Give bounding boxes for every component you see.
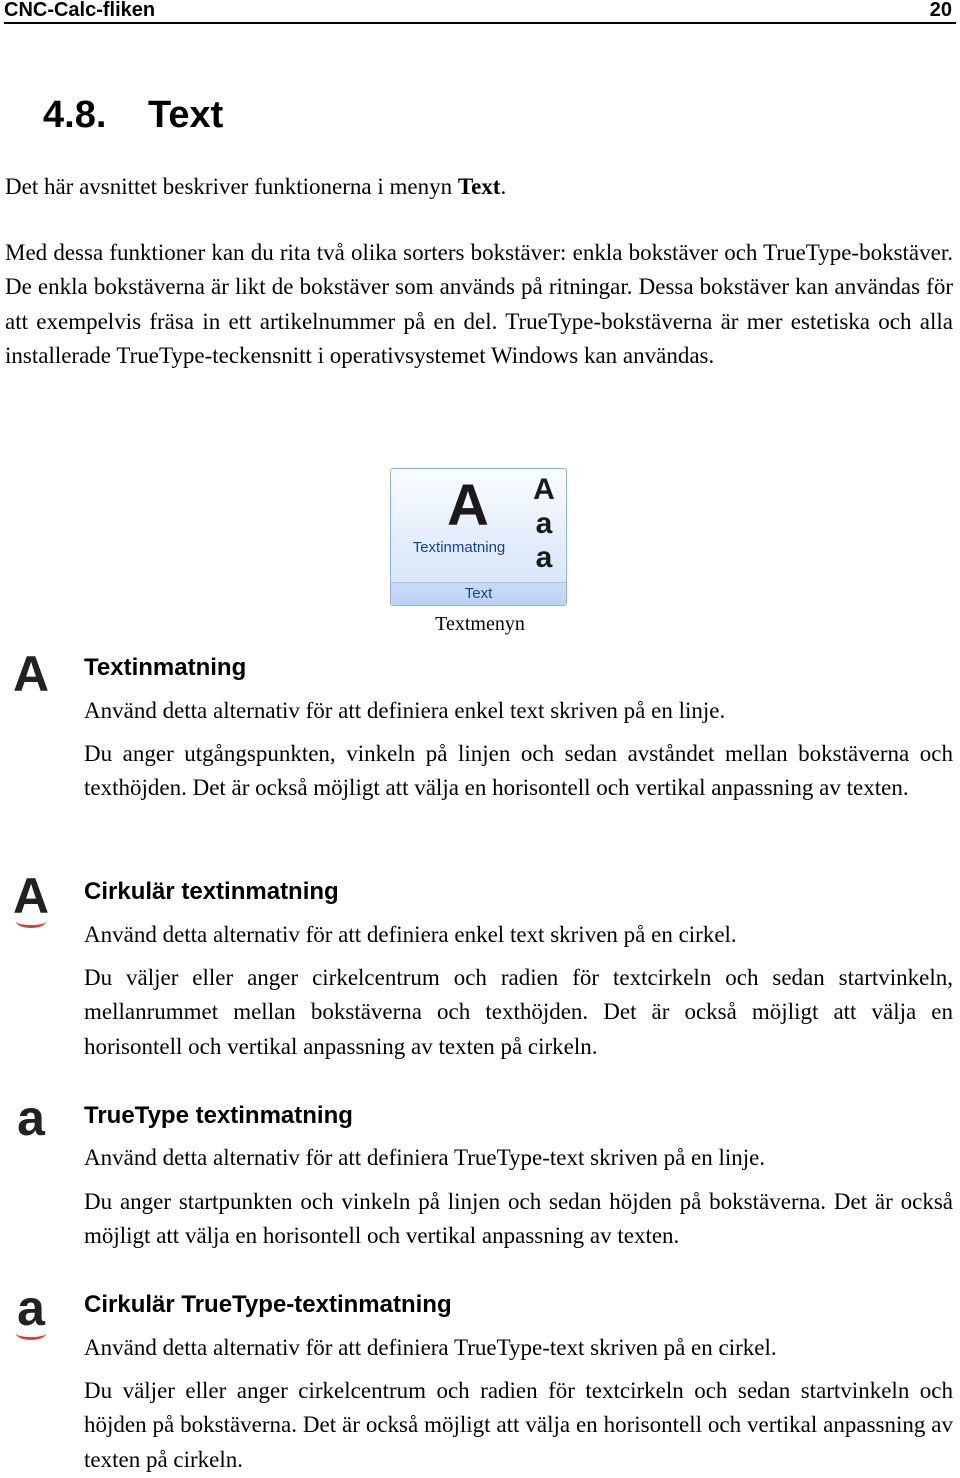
icon-glyph: A <box>12 646 50 702</box>
circle-arc-mark <box>16 915 46 928</box>
truetype-line-icon <box>8 1092 54 1144</box>
text-circle-icon <box>8 870 54 922</box>
entry-title-cirkular-truetype: Cirkulär TrueType-textinmatning <box>84 1291 452 1318</box>
ribbon-group-label: Text <box>391 582 566 605</box>
entry-4-paragraph-1: Använd detta alternativ för att definiera TrueType-text skriven på en cirkel. <box>84 1335 777 1360</box>
chapter-title: CNC-Calc-fliken <box>4 0 156 21</box>
entry-3-paragraph-2: Du anger startpunkten och vinkeln på linjen och sedan höjden på bokstäverna. Det är också möjligt att välja en horisontell och vertikal anpassning av texten. <box>84 1189 953 1249</box>
entry-title-textinmatning: Textinmatning <box>84 654 247 681</box>
figure-caption: Textmenyn <box>435 613 525 635</box>
entry-4-paragraph-2: Du väljer eller anger cirkelcentrum och radien för textcirkeln och sedan startvinkeln och höjden på bokstäverna. Det är också möjligt att välja en horisontell och vertikal anpassning av texten på cirkeln. <box>84 1378 953 1472</box>
icon-glyph: A <box>12 868 50 924</box>
intro-period: . <box>500 174 507 199</box>
page-header <box>4 0 956 24</box>
entry-1-paragraph-1: Använd detta alternativ för att definiera enkel text skriven på en linje. <box>84 698 726 723</box>
text-ribbon-group <box>390 468 567 606</box>
page-number: 20 <box>929 0 952 21</box>
ribbon-circular-truetype-button[interactable]: a <box>535 541 553 574</box>
menu-name: Text <box>457 174 501 199</box>
icon-glyph: a <box>17 1280 45 1336</box>
truetype-circle-icon <box>8 1282 54 1334</box>
entry-2-paragraph-2: Du väljer eller anger cirkelcentrum och radien för textcirkeln och sedan startvinkeln, mellanrummet mellan bokstäverna och texthöjden. Det är också möjligt att välja en horisontell och vertikal anpassning av texten på cirkeln. <box>84 965 953 1059</box>
ribbon-text-input-button[interactable] <box>399 475 519 557</box>
section-number: 4.8. <box>43 94 107 136</box>
ribbon-button-label: Textinmatning <box>412 539 506 556</box>
entry-3-paragraph-1: Använd detta alternativ för att definiera TrueType-text skriven på en linje. <box>84 1145 766 1170</box>
circle-arc-mark <box>16 1327 46 1340</box>
entry-title-truetype-textinmatning: TrueType textinmatning <box>84 1102 353 1129</box>
section-title <box>43 92 223 138</box>
intro-paragraph-1 <box>5 170 953 204</box>
entry-1-paragraph-2: Du anger utgångspunkten, vinkeln på linjen och sedan avståndet mellan bokstäverna och texthöjden. Det är också möjligt att välja en horisontell och vertikal anpassning av texten. <box>84 741 953 801</box>
section-heading: Text <box>148 94 224 136</box>
text-input-large-icon: A <box>447 473 489 538</box>
icon-glyph: a <box>17 1090 45 1146</box>
ribbon-circular-text-button[interactable]: A <box>533 473 555 506</box>
intro-paragraph-2: Med dessa funktioner kan du rita två olika sorters bokstäver: enkla bokstäver och TrueType-bokstäver. De enkla bokstäverna är likt de bokstäver som används på ritningar. Dessa bokstäver kan användas för att exempelvis fräsa in ett artikelnummer på en del. TrueType-bokstäverna är mer estetiska och alla installerade TrueType-teckensnitt i operativsystemet Windows kan användas. <box>5 240 953 368</box>
intro-text: Det här avsnittet beskriver funktionerna i menyn <box>5 174 458 199</box>
text-line-icon <box>8 648 54 700</box>
entry-2-paragraph-1: Använd detta alternativ för att definiera enkel text skriven på en cirkel. <box>84 922 737 947</box>
ribbon-truetype-text-button[interactable]: a <box>535 507 553 540</box>
entry-title-cirkular-textinmatning: Cirkulär textinmatning <box>84 878 339 905</box>
